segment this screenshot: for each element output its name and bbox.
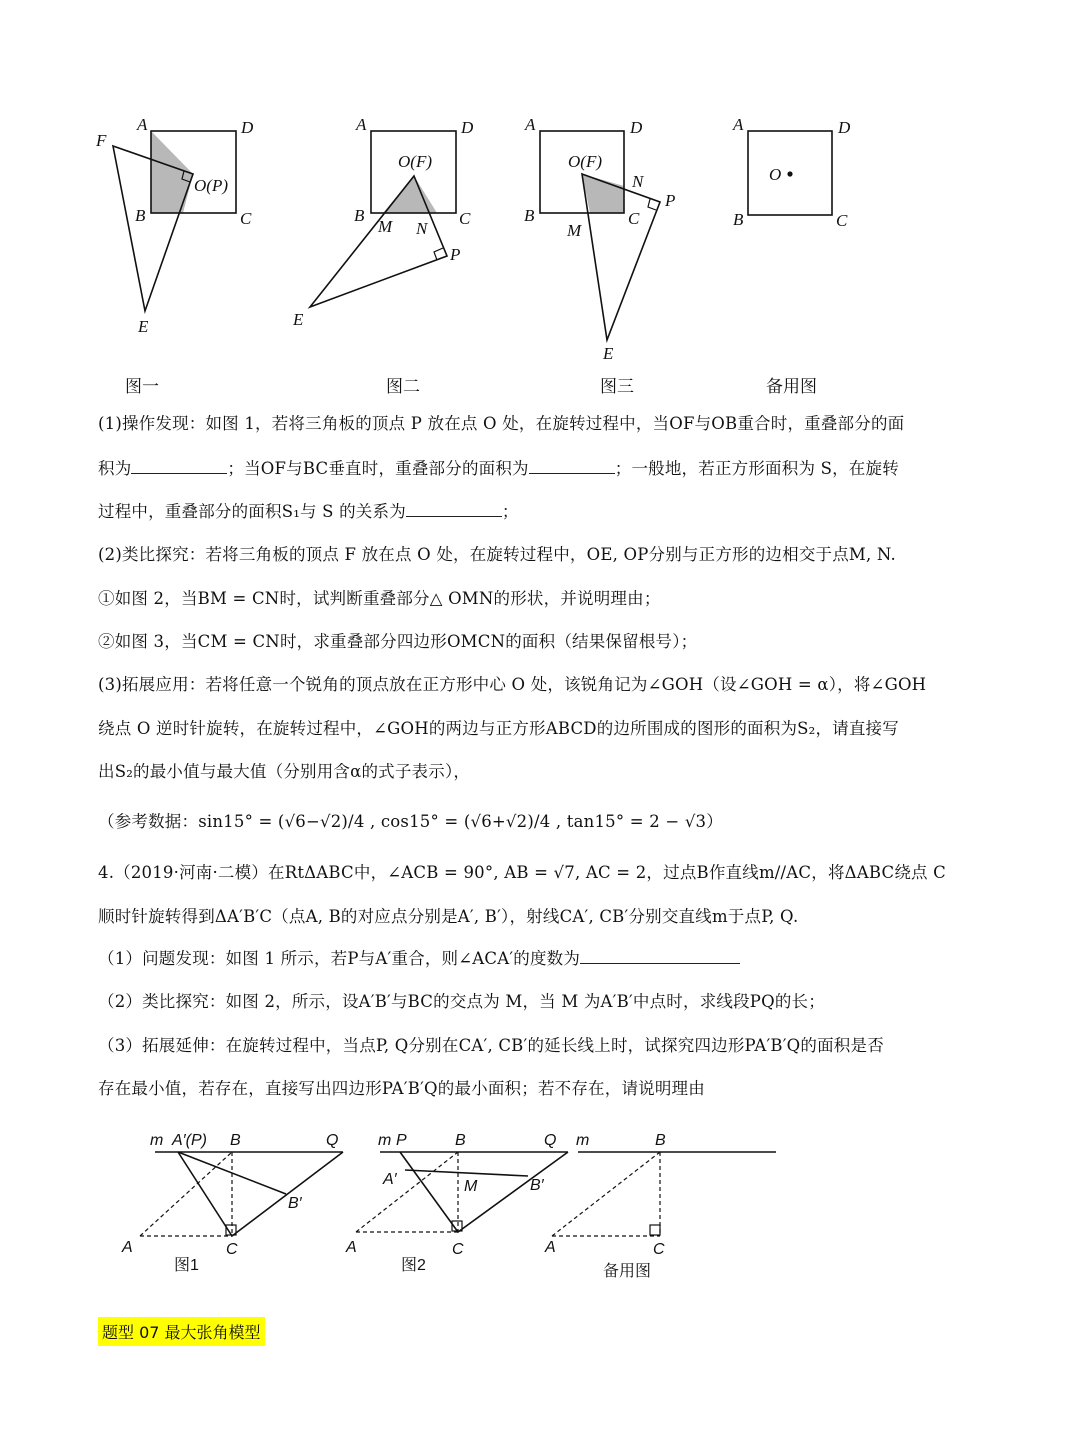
label-d: D bbox=[630, 118, 643, 137]
answer-blank-1[interactable] bbox=[131, 457, 227, 475]
label-b: B bbox=[524, 206, 535, 225]
label-d: D bbox=[838, 118, 851, 137]
label-c: C bbox=[836, 211, 848, 230]
q4-part1-text: （1）问题发现：如图 1 所示，若P与A′重合，则∠ACA′的度数为 bbox=[98, 949, 581, 968]
label-b: B bbox=[733, 210, 744, 229]
label-ap: A′ bbox=[383, 1171, 397, 1188]
label-b: B bbox=[135, 206, 146, 225]
label-d: D bbox=[461, 118, 474, 137]
q3-text-c: ；一般地，若正方形面积为 S，在旋转 bbox=[614, 459, 899, 478]
label-a: A bbox=[346, 1239, 357, 1256]
q3-part3-line2: 绕点 O 逆时针旋转，在旋转过程中，∠GOH的两边与正方形ABCD的边所围成的图形的面积为S₂，请直接写 bbox=[98, 719, 899, 738]
label-e: E bbox=[293, 310, 304, 329]
label-e: E bbox=[138, 317, 149, 336]
label-c: C bbox=[459, 209, 471, 228]
q3-part2-sub1: ①如图 2，当BM = CN时，试判断重叠部分△ OMN的形状，并说明理由； bbox=[98, 589, 661, 608]
label-m: m bbox=[576, 1132, 590, 1149]
label-of: O(F) bbox=[568, 152, 602, 171]
figure-q4-spare bbox=[540, 1125, 780, 1285]
label-b: B bbox=[230, 1132, 241, 1149]
caption-figure-spare: 备用图 bbox=[603, 1263, 652, 1280]
q3-part1-line1: (1)操作发现：如图 1，若将三角板的顶点 P 放在点 O 处，在旋转过程中，当OF与OB重合时，重叠部分的面 bbox=[98, 414, 905, 433]
label-c: C bbox=[628, 209, 640, 228]
figure-one bbox=[90, 110, 260, 350]
q3-part3-line3: 出S₂的最小值与最大值（分别用含α的式子表示）， bbox=[98, 762, 471, 781]
q4-part2: （2）类比探究：如图 2，所示，设A′B′与BC的交点为 M，当 M 为A′B′中点时，求线段PQ的长； bbox=[98, 992, 825, 1011]
label-d: D bbox=[241, 118, 254, 137]
label-m: m bbox=[150, 1132, 164, 1149]
q4-part3-line2: 存在最小值，若存在，直接写出四边形PA′B′Q的最小面积；若不存在，请说明理由 bbox=[98, 1079, 705, 1098]
label-a: A bbox=[733, 115, 744, 134]
label-n: N bbox=[632, 172, 644, 191]
q3-text-d: 过程中，重叠部分的面积S₁与 S 的关系为 bbox=[98, 502, 406, 521]
center-dot bbox=[787, 171, 792, 176]
caption-figure-three: 图三 bbox=[600, 377, 634, 397]
label-mid-m: M bbox=[464, 1178, 478, 1195]
triangle-ruler bbox=[310, 176, 447, 307]
figure-spare bbox=[725, 110, 865, 235]
label-b: B bbox=[655, 1132, 666, 1149]
q4-stem-line1: 4.（2019·河南·二模）在RtΔABC中，∠ACB = 90°, AB = √7, AC = 2，过点B作直线m//AC，将ΔABC绕点 C bbox=[98, 863, 947, 882]
label-a: A bbox=[356, 115, 367, 134]
label-ap: A′(P) bbox=[172, 1132, 207, 1149]
label-op: O(P) bbox=[194, 176, 228, 195]
label-p: P bbox=[450, 245, 461, 264]
q4-part1 bbox=[98, 945, 740, 969]
label-b: B bbox=[455, 1132, 466, 1149]
q3-text-a: 积为 bbox=[98, 459, 132, 478]
q3-part1-line2 bbox=[98, 455, 899, 479]
label-c: C bbox=[240, 209, 252, 228]
q3-reference-data: （参考数据：sin15° = (√6−√2)/4 , cos15° = (√6+√2)/4 , tan15° = 2 − √3） bbox=[98, 812, 723, 831]
label-o: O bbox=[769, 165, 782, 184]
q3-part2-line1: (2)类比探究：若将三角板的顶点 F 放在点 O 处，在旋转过程中，OE, OP分别与正方形的边相交于点M, N. bbox=[98, 545, 896, 564]
label-p: P bbox=[665, 191, 676, 210]
label-q: Q bbox=[326, 1132, 339, 1149]
q3-part1-line3 bbox=[98, 498, 519, 522]
label-c: C bbox=[653, 1241, 665, 1258]
label-bp: B′ bbox=[288, 1195, 302, 1212]
label-b: B bbox=[354, 206, 365, 225]
caption-figure-two: 图二 bbox=[386, 377, 420, 397]
label-q: Q bbox=[544, 1132, 557, 1149]
label-c: C bbox=[452, 1241, 464, 1258]
caption-figure-spare: 备用图 bbox=[766, 377, 817, 397]
caption-figure-one: 图一 bbox=[125, 377, 159, 397]
label-e: E bbox=[603, 344, 614, 363]
label-a: A bbox=[525, 115, 536, 134]
figure-q4-1 bbox=[115, 1125, 360, 1285]
answer-blank-4[interactable] bbox=[580, 947, 740, 965]
q3-part2-sub2: ②如图 3，当CM = CN时，求重叠部分四边形OMCN的面积（结果保留根号）； bbox=[98, 632, 698, 651]
caption-figure-2: 图2 bbox=[401, 1257, 426, 1274]
answer-blank-3[interactable] bbox=[406, 500, 502, 518]
answer-blank-2[interactable] bbox=[529, 457, 615, 475]
q3-text-e: ； bbox=[501, 502, 519, 521]
figure-three bbox=[520, 110, 690, 365]
label-c: C bbox=[226, 1241, 238, 1258]
caption-figure-1: 图1 bbox=[174, 1257, 199, 1274]
overlap-shade bbox=[582, 174, 624, 213]
figure-two bbox=[288, 110, 488, 340]
label-m: m bbox=[378, 1132, 392, 1149]
q4-stem-line2: 顺时针旋转得到ΔA′B′C（点A, B的对应点分别是A′, B′），射线CA′, CB′分别交直线m于点P, Q. bbox=[98, 907, 799, 926]
label-m: M bbox=[567, 221, 582, 240]
label-p: P bbox=[396, 1132, 407, 1149]
q3-text-b: ；当OF与BC垂直时，重叠部分的面积为 bbox=[227, 459, 529, 478]
label-of: O(F) bbox=[398, 152, 432, 171]
label-f: F bbox=[96, 131, 107, 150]
label-a: A bbox=[137, 115, 148, 134]
q3-part3-line1: (3)拓展应用：若将任意一个锐角的顶点放在正方形中心 O 处，该锐角记为∠GOH（设∠GOH = α），将∠GOH bbox=[98, 675, 927, 694]
label-m: M bbox=[378, 217, 393, 236]
q4-part3-line1: （3）拓展延伸：在旋转过程中，当点P, Q分别在CA′, CB′的延长线上时，试探究四边形PA′B′Q的面积是否 bbox=[98, 1036, 884, 1055]
label-a: A bbox=[545, 1239, 556, 1256]
section-heading: 题型 07 最大张角模型 bbox=[98, 1317, 265, 1346]
label-a: A bbox=[122, 1239, 133, 1256]
label-bp: B′ bbox=[530, 1177, 544, 1194]
label-n: N bbox=[416, 219, 428, 238]
